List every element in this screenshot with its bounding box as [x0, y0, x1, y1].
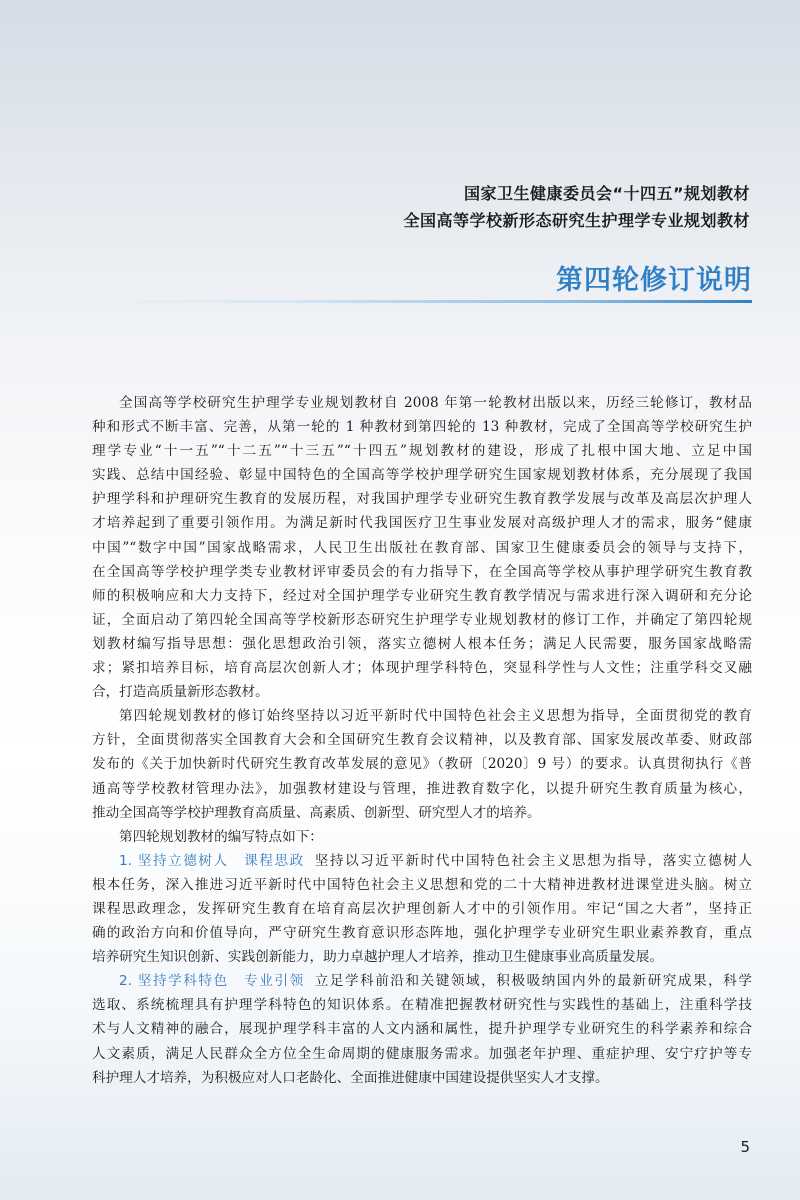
text-line: 推动全国高等学校护理教育高质量、高素质、创新型、研究型人才的培养。 — [92, 804, 541, 821]
text-line: 全国高等学校研究生护理学专业规划教材自 2008 年第一轮教材出版以来，历经三轮修订，教材品 — [119, 395, 752, 411]
text-line: 人文素质，满足人民群众全方位全生命周期的健康服务需求。加强老年护理、重症护理、安宁疗护等专 — [92, 1045, 752, 1062]
paragraph-3 — [92, 825, 752, 849]
text-line: 发布的《关于加快新时代研究生教育改革发展的意见》（教研〔2020〕9 号）的要求。认真贯彻执行《普 — [92, 756, 752, 773]
feature-item-1 — [92, 849, 752, 969]
title-divider — [95, 300, 752, 303]
text-line: 合，打造高质量新形态教材。 — [92, 684, 269, 701]
text-line: 师的积极响应和大力支持下，经过对全国护理学专业研究生教育教学情况与需求进行深入调研和充分论 — [92, 587, 752, 604]
feature-heading: 1. 坚持立德树人 课程思政 — [119, 852, 305, 869]
text-line: 才培养起到了重要引领作用。为满足新时代我国医疗卫生事业发展对高级护理人才的需求，服务“健康 — [92, 515, 752, 532]
text-line: 实践、总结中国经验、彰显中国特色的全国高等学校护理学研究生国家规划教材体系，充分展现了我国 — [92, 467, 752, 484]
text-line: 通高等学校教材管理办法》，加强教材建设与管理，推进教育数字化，以提升研究生教育质量为核心， — [92, 780, 752, 797]
text-line: 在全国高等学校护理学类专业教材评审委员会的有力指导下，在全国高等学校从事护理学研究生教育教 — [92, 563, 752, 580]
text-line: 根本任务，深入推进习近平新时代中国特色社会主义思想和党的二十大精神进教材进课堂进头脑。树立 — [92, 876, 752, 893]
series-title-line-1: 国家卫生健康委员会“十四五”规划教材 — [463, 184, 750, 203]
text-line: 术与人文精神的融合，展现护理学科丰富的人文内涵和属性，提升护理学专业研究生的科学素养和综合 — [92, 1021, 752, 1038]
feature-heading: 2. 坚持学科特色 专业引领 — [119, 973, 305, 990]
page-title: 第四轮修订说明 — [556, 265, 752, 296]
paragraph-2 — [92, 704, 752, 824]
text-line: 1. 坚持立德树人 课程思政 坚持以习近平新时代中国特色社会主义思想为指导，落实立德树人 — [119, 852, 753, 869]
series-title-line-2: 全国高等学校新形态研究生护理学专业规划教材 — [403, 211, 750, 230]
text-line: 种和形式不断丰富、完善，从第一轮的 1 种教材到第四轮的 13 种教材，完成了全国高等学校研究生护 — [92, 419, 752, 436]
text-line: 科护理人才培养，为积极应对人口老龄化、全面推进健康中国建设提供坚实人才支撑。 — [92, 1069, 609, 1086]
text-line: 划教材编写指导思想：强化思想政治引领，落实立德树人根本任务；满足人民需要，服务国家战略需 — [92, 635, 752, 652]
text-line: 求；紧扣培养目标，培育高层次创新人才；体现护理学科特色，突显科学性与人文性；注重学科交叉融 — [92, 660, 752, 677]
text-line: 第四轮规划教材的编写特点如下： — [119, 828, 323, 845]
paragraph-1 — [92, 391, 752, 704]
text-line: 选取、系统梳理具有护理学科特色的知识体系。在精准把握教材研究性与实践性的基础上，注重科学技 — [92, 997, 752, 1014]
text-line: 理学专业“十一五”“十二五”“十三五”“十四五”规划教材的建设，形成了扎根中国大地、立足中国 — [92, 443, 752, 460]
text-line: 第四轮规划教材的修订始终坚持以习近平新时代中国特色社会主义思想为指导，全面贯彻党的教育 — [119, 708, 752, 725]
text-line: 中国”“数字中国”国家战略需求，人民卫生出版社在教育部、国家卫生健康委员会的领导与支持下， — [92, 539, 752, 556]
feature-item-2 — [92, 969, 752, 1089]
body-text — [92, 391, 752, 1090]
text-line: 2. 坚持学科特色 专业引领 立足学科前沿和关键领域，积极吸纳国内外的最新研究成果，科学 — [119, 973, 753, 990]
page-number: 5 — [740, 1138, 750, 1156]
text-line: 培养研究生知识创新、实践创新能力，助力卓越护理人才培养，推动卫生健康事业高质量发展。 — [92, 949, 663, 966]
text-line: 护理学科和护理研究生教育的发展历程，对我国护理学专业研究生教育教学发展与改革及高层次护理人 — [92, 491, 752, 508]
text-line: 确的政治方向和价值导向，严守研究生教育意识形态阵地，强化护理学专业研究生职业素养教育，重点 — [92, 925, 752, 942]
text-line: 方针，全面贯彻落实全国教育大会和全国研究生教育会议精神，以及教育部、国家发展改革委、财政部 — [92, 732, 752, 749]
text-line: 证，全面启动了第四轮全国高等学校新形态研究生护理学专业规划教材的修订工作，并确定了第四轮规 — [92, 611, 752, 628]
text-line: 课程思政理念，发挥研究生教育在培育高层次护理创新人才中的引领作用。牢记“国之大者”，坚持正 — [92, 900, 752, 917]
